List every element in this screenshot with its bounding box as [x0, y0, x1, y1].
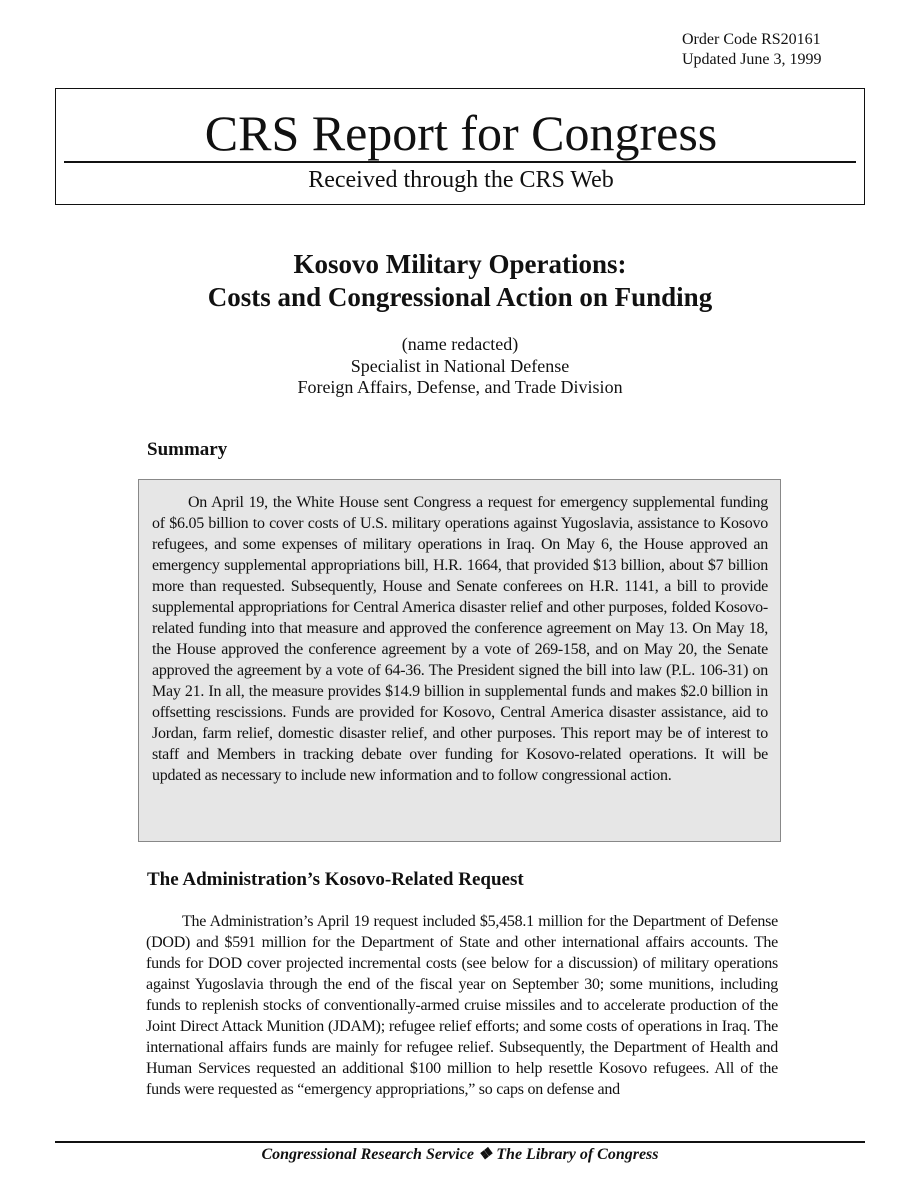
- section-body: [146, 911, 778, 1119]
- section-heading: The Administration’s Kosovo-Related Request: [147, 869, 524, 890]
- report-header-box: [55, 88, 865, 205]
- updated-date: Updated June 3, 1999: [682, 51, 822, 68]
- section-paragraph: The Administration’s April 19 request included $5,458.1 million for the Department of Defense (DOD) and $591 million for the Department of State and other international affairs accounts. The funds for DOD cover projected incremental costs (see below for a discussion) of military operations against Yugoslavia through the end of the fiscal year on September 30; some munitions, including funds to replenish stocks of conventionally-armed cruise missiles and to accelerate production of the Joint Direct Attack Munition (JDAM); refugee relief efforts; and some costs of operations in Iraq. The international affairs funds are mainly for refugee relief. Subsequently, the Department of Health and Human Services requested an additional $100 million to help resettle Kosovo refugees. All of the funds were requested as “emergency appropriations,” so caps on defense and: [146, 913, 778, 1098]
- order-code-block: [682, 30, 822, 70]
- summary-heading: Summary: [147, 439, 228, 460]
- footer-text: Congressional Research Service ❖ The Library of Congress: [261, 1146, 659, 1163]
- summary-box: [138, 479, 781, 842]
- author-name: (name redacted): [401, 334, 519, 354]
- summary-text: On April 19, the White House sent Congress a request for emergency supplemental funding of $6.05 billion to cover costs of U.S. military operations against Yugoslavia, assistance to Kosovo refugees, and some expenses of military operations in Iraq. On May 6, the House approved an emergency supplemental appropriations bill, H.R. 1664, that provided $13 billion, about $7 billion more than requested. Subsequently, House and Senate conferees on H.R. 1141, a bill to provide supplemental appropriations for Central America disaster relief and other purposes, folded Kosovo-related funding into that measure and approved the conference agreement on May 13. On May 18, the House approved the conference agreement by a vote of 269-158, and on May 20, the Senate approved the agreement by a vote of 64-36. The President signed the bill into law (P.L. 106-31) on May 21. In all, the measure provides $14.9 billion in supplemental funds and makes $2.0 billion in offsetting rescissions. Funds are provided for Kosovo, Central America disaster assistance, aid to Jordan, farm relief, domestic disaster relief, and other purposes. This report may be of interest to staff and Members in tracking debate over funding for Kosovo-related operations. It will be updated as necessary to include new information and to follow congressional action.: [152, 494, 768, 784]
- order-code: Order Code RS20161: [682, 31, 821, 48]
- author-title: Specialist in National Defense: [350, 355, 570, 376]
- report-title-line-1: Kosovo Military Operations:: [293, 249, 627, 279]
- header-divider: [64, 161, 856, 163]
- report-series-subtitle: Received through the CRS Web: [308, 167, 614, 193]
- footer-divider: [55, 1141, 865, 1143]
- author-block: [0, 334, 920, 399]
- report-title: [0, 248, 920, 314]
- report-series-title: CRS Report for Congress: [204, 105, 718, 161]
- author-division: Foreign Affairs, Defense, and Trade Division: [297, 377, 623, 397]
- report-title-line-2: Costs and Congressional Action on Funding: [207, 282, 713, 312]
